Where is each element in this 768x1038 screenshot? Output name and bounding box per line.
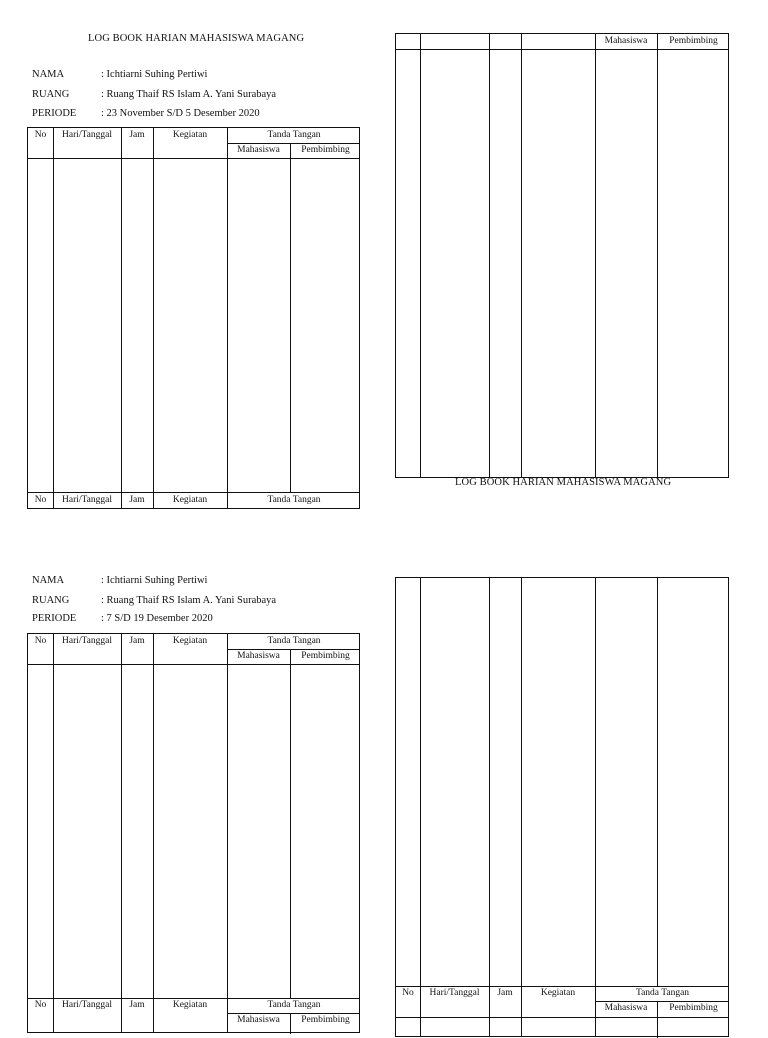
footer-no: No [34,495,47,505]
footer-hari-tanggal: Hari/Tanggal [62,1000,112,1010]
logbook-table-bottom-right [395,577,729,1037]
ruang-row-top [32,89,332,103]
nama-row-bottom [32,575,332,589]
header-kegiatan: Kegiatan [540,988,576,998]
header-kegiatan: Kegiatan [172,636,208,646]
logbook-title-right: LOG BOOK HARIAN MAHASISWA MAGANG [455,477,672,488]
header-mahasiswa: Mahasiswa [237,651,280,661]
footer-hari-tanggal: Hari/Tanggal [62,495,112,505]
footer-tanda-tangan: Tanda Tangan [267,1000,321,1010]
header-hari-tanggal: Hari/Tanggal [429,988,480,998]
nama-value: : Ichtiarni Suhing Pertiwi [101,575,208,586]
logbook-table-top-left [27,127,360,509]
nama-label: NAMA [32,575,65,586]
footer-kegiatan: Kegiatan [172,1000,208,1010]
header-mahasiswa: Mahasiswa [237,145,280,155]
header-jam: Jam [129,636,145,646]
header-hari-tanggal: Hari/Tanggal [62,636,112,646]
ruang-label: RUANG [32,595,70,606]
footer-mahasiswa: Mahasiswa [237,1015,280,1025]
header-hari-tanggal: Hari/Tanggal [62,130,112,140]
footer-pembimbing: Pembimbing [301,1015,350,1025]
header-mahasiswa: Mahasiswa [604,1003,648,1013]
header-no: No [402,988,414,998]
periode-value: : 7 S/D 19 Desember 2020 [101,613,213,624]
footer-jam: Jam [129,495,145,505]
footer-jam: Jam [129,1000,145,1010]
periode-label: PERIODE [32,613,77,624]
periode-value: : 23 November S/D 5 Desember 2020 [101,108,260,119]
ruang-value: : Ruang Thaif RS Islam A. Yani Surabaya [101,89,277,100]
logbook-title-top: LOG BOOK HARIAN MAHASISWA MAGANG [88,33,305,44]
nama-row-top [32,69,332,83]
header-pembimbing: Pembimbing [301,651,350,661]
header-no: No [34,636,47,646]
header-pembimbing: Pembimbing [669,36,718,46]
header-jam: Jam [129,130,145,140]
header-tanda-tangan: Tanda Tangan [635,988,690,998]
header-tanda-tangan: Tanda Tangan [267,130,321,140]
nama-label: NAMA [32,69,65,80]
header-kegiatan: Kegiatan [172,130,208,140]
header-tanda-tangan: Tanda Tangan [267,636,321,646]
footer-tanda-tangan: Tanda Tangan [267,495,321,505]
ruang-label: RUANG [32,89,70,100]
header-pembimbing: Pembimbing [669,1003,718,1013]
logbook-table-bottom-left [27,633,360,1033]
ruang-value: : Ruang Thaif RS Islam A. Yani Surabaya [101,595,277,606]
header-no: No [34,130,47,140]
periode-label: PERIODE [32,108,77,119]
periode-row-top [32,108,332,122]
logbook-table-top-right [395,33,729,478]
footer-kegiatan: Kegiatan [172,495,208,505]
footer-no: No [34,1000,47,1010]
periode-row-bottom [32,613,332,627]
nama-value: : Ichtiarni Suhing Pertiwi [101,69,208,80]
header-mahasiswa: Mahasiswa [604,36,648,46]
header-pembimbing: Pembimbing [301,145,350,155]
ruang-row-bottom [32,595,332,609]
header-jam: Jam [497,988,513,998]
